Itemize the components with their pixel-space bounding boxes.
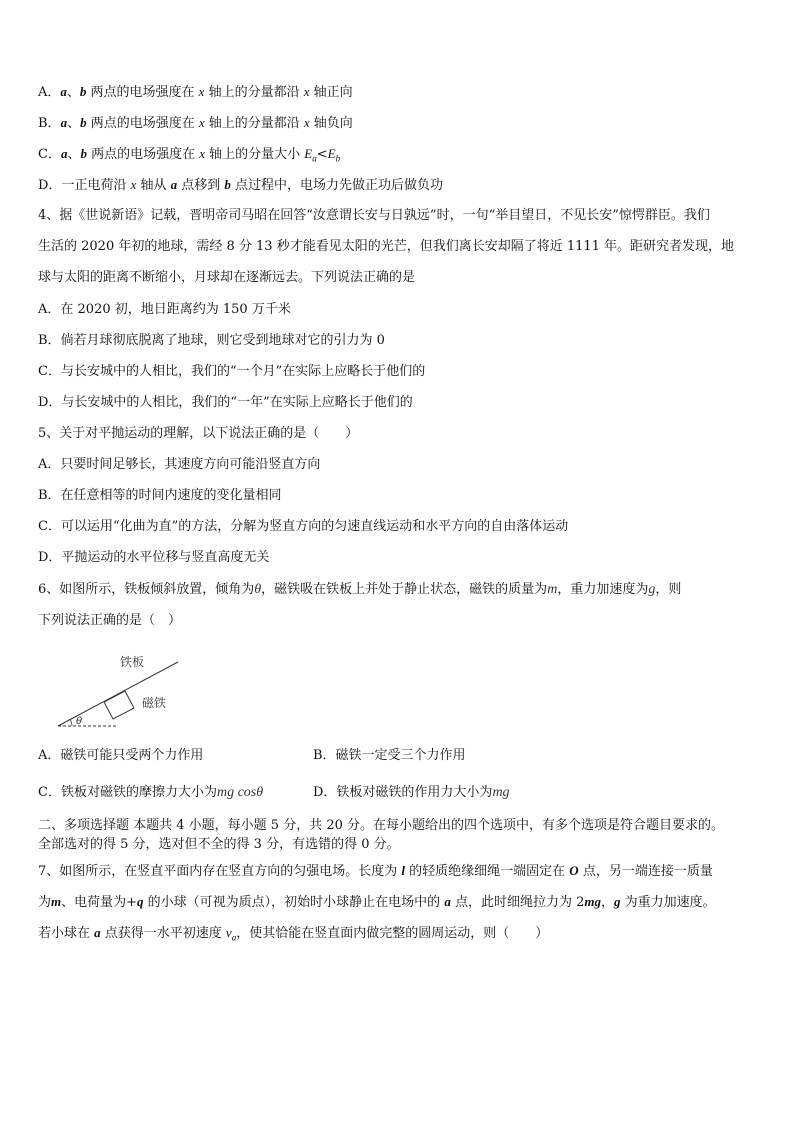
- q5-stem: 5、关于对平抛运动的理解，以下说法正确的是（ ）: [38, 426, 359, 441]
- q7-stem-line-3: 若小球在 a 点获得一水平初速度 $v_a$，使其恰能在竖直面内做完整的圆周运动，则（ ）: [38, 925, 549, 943]
- q4-stem-line-3: 球与太阳的距离不断缩小，月球却在逐渐远去。下列说法正确的是: [38, 270, 416, 285]
- q4-option-c: C．与长安城中的人相比，我们的“一个月”在实际上应略长于他们的: [38, 364, 426, 379]
- magnet-label: 磁铁: [142, 696, 167, 710]
- q3-option-b: B．a、b 两点的电场强度在 x 轴上的分量都沿 x 轴负向: [38, 115, 353, 131]
- q5-option-d: D．平抛运动的水平位移与竖直高度无关: [38, 550, 270, 565]
- q4-option-d: D．与长安城中的人相比，我们的“一年”在实际上应略长于他们的: [38, 395, 413, 410]
- q6-option-a: A．磁铁可能只受两个力作用: [38, 748, 204, 763]
- incline-figure: [50, 650, 190, 735]
- q7-stem-line-1: 7、如图所示，在竖直平面内存在竖直方向的匀强电场。长度为 l 的轻质绝缘细绳一端固定在 O 点，另一端连接一质量: [38, 863, 713, 879]
- q4-stem-line-1: 4、据《世说新语》记载，晋明帝司马昭在回答“汝意谓长安与日孰远”时，一句“举目望日，不见长安”惊愕群臣。我们: [38, 208, 710, 223]
- q6-stem-line-2: 下列说法正确的是（ ）: [38, 613, 182, 628]
- q5-option-a: A．只要时间足够长，其速度方向可能沿竖直方向: [38, 457, 321, 472]
- angle-arc: [70, 720, 72, 726]
- magnet-block: [104, 691, 134, 719]
- section-2-instructions-line-1: 二、多项选择题 本题共 4 小题，每小题 5 分，共 20 分。在每小题给出的四个选项中，有多个选项是符合题目要求的。: [38, 818, 725, 833]
- section-2-instructions-line-2: 全部选对的得 5 分，选对但不全的得 3 分，有选错的得 0 分。: [38, 837, 400, 852]
- q6-option-d: D．铁板对磁铁的作用力大小为mg: [313, 785, 510, 800]
- q3-option-c: C．a、b 两点的电场强度在 x 轴上的分量大小 $E_a<E_b$: [38, 146, 341, 164]
- q4-option-b: B．倘若月球彻底脱离了地球，则它受到地球对它的引力为 0: [38, 333, 385, 348]
- q5-option-b: B．在任意相等的时间内速度的变化量相同: [38, 488, 282, 503]
- q6-option-b: B．磁铁一定受三个力作用: [313, 748, 466, 763]
- q4-option-a: A．在 2020 初，地日距离约为 150 万千米: [38, 302, 291, 317]
- plate-label: 铁板: [120, 655, 145, 669]
- q7-stem-line-2: 为m、电荷量为+q 的小球（可视为质点），初始时小球静止在电场中的 a 点，此时细绳拉力为 2mg，g 为重力加速度。: [38, 894, 716, 910]
- q3-option-a: A．a、b 两点的电场强度在 x 轴上的分量都沿 x 轴正向: [38, 84, 353, 100]
- q6-stem-line-1: 6、如图所示，铁板倾斜放置，倾角为θ，磁铁吸在铁板上并处于静止状态，磁铁的质量为m，重力加速度为g，则: [38, 582, 682, 597]
- q3-option-d: D．一正电荷沿 x 轴从 a 点移到 b 点过程中，电场力先做正功后做负功: [38, 177, 444, 193]
- q5-option-c: C．可以运用“化曲为直”的方法，分解为竖直方向的匀速直线运动和水平方向的自由落体运动: [38, 519, 569, 534]
- q4-stem-line-2: 生活的 2020 年初的地球，需经 8 分 13 秒才能看见太阳的光芒，但我们离长安却隔了将近 1111 年。距研究者发现，地: [38, 239, 735, 254]
- angle-label: θ: [76, 716, 83, 727]
- q6-option-c: C．铁板对磁铁的摩擦力大小为mg cosθ: [38, 785, 264, 800]
